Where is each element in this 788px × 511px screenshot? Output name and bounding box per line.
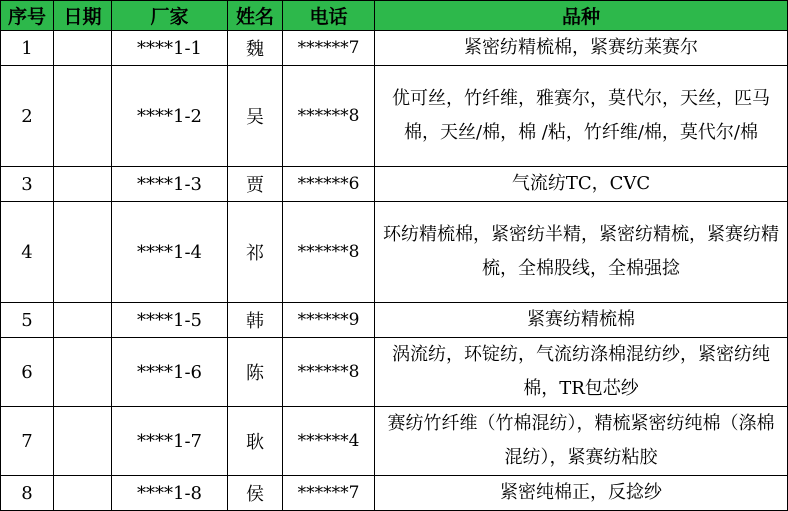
cell-date bbox=[54, 66, 112, 167]
cell-factory: ****1-4 bbox=[112, 202, 228, 303]
cell-name: 魏 bbox=[228, 31, 283, 66]
cell-index: 6 bbox=[1, 338, 54, 407]
table-row bbox=[1, 338, 788, 407]
cell-factory: ****1-2 bbox=[112, 66, 228, 167]
cell-index: 8 bbox=[1, 476, 54, 511]
table-header bbox=[1, 1, 788, 31]
cell-variety: 紧密纯棉正，反捻纱 bbox=[375, 476, 788, 511]
cell-factory: ****1-7 bbox=[112, 407, 228, 476]
cell-index: 2 bbox=[1, 66, 54, 167]
cell-name: 侯 bbox=[228, 476, 283, 511]
cell-factory: ****1-8 bbox=[112, 476, 228, 511]
cell-date bbox=[54, 167, 112, 202]
header-variety: 品种 bbox=[375, 1, 788, 31]
cell-date bbox=[54, 31, 112, 66]
table-row bbox=[1, 407, 788, 476]
cell-phone: ******6 bbox=[283, 167, 375, 202]
cell-variety: 涡流纺，环锭纺，气流纺涤棉混纺纱，紧密纺纯棉，TR包芯纱 bbox=[375, 338, 788, 407]
cell-name: 陈 bbox=[228, 338, 283, 407]
cell-name: 耿 bbox=[228, 407, 283, 476]
cell-date bbox=[54, 202, 112, 303]
cell-index: 5 bbox=[1, 303, 54, 338]
cell-variety: 紧密纺精梳棉，紧赛纺莱赛尔 bbox=[375, 31, 788, 66]
table-row bbox=[1, 31, 788, 66]
header-phone: 电话 bbox=[283, 1, 375, 31]
cell-name: 贾 bbox=[228, 167, 283, 202]
table-row bbox=[1, 66, 788, 167]
cell-date bbox=[54, 407, 112, 476]
header-row bbox=[1, 1, 788, 31]
cell-index: 7 bbox=[1, 407, 54, 476]
header-name: 姓名 bbox=[228, 1, 283, 31]
cell-index: 1 bbox=[1, 31, 54, 66]
cell-phone: ******7 bbox=[283, 31, 375, 66]
cell-index: 4 bbox=[1, 202, 54, 303]
cell-name: 韩 bbox=[228, 303, 283, 338]
cell-factory: ****1-3 bbox=[112, 167, 228, 202]
cell-variety: 优可丝，竹纤维，雅赛尔，莫代尔，天丝，匹马棉，天丝/棉，棉 /粘，竹纤维/棉，莫代尔/棉 bbox=[375, 66, 788, 167]
cell-name: 吴 bbox=[228, 66, 283, 167]
table-row bbox=[1, 303, 788, 338]
header-index: 序号 bbox=[1, 1, 54, 31]
cell-phone: ******8 bbox=[283, 338, 375, 407]
cell-phone: ******4 bbox=[283, 407, 375, 476]
cell-index: 3 bbox=[1, 167, 54, 202]
table-body bbox=[1, 31, 788, 511]
cell-variety: 环纺精梳棉，紧密纺半精，紧密纺精梳，紧赛纺精梳，全棉股线，全棉强捻 bbox=[375, 202, 788, 303]
table-row bbox=[1, 476, 788, 511]
cell-variety: 赛纺竹纤维（竹棉混纺），精梳紧密纺纯棉（涤棉混纺），紧赛纺粘胶 bbox=[375, 407, 788, 476]
cell-factory: ****1-5 bbox=[112, 303, 228, 338]
cell-factory: ****1-6 bbox=[112, 338, 228, 407]
cell-variety: 紧赛纺精梳棉 bbox=[375, 303, 788, 338]
header-date: 日期 bbox=[54, 1, 112, 31]
table-row bbox=[1, 202, 788, 303]
cell-phone: ******8 bbox=[283, 202, 375, 303]
cell-date bbox=[54, 303, 112, 338]
cell-phone: ******8 bbox=[283, 66, 375, 167]
cell-date bbox=[54, 476, 112, 511]
cell-date bbox=[54, 338, 112, 407]
cell-phone: ******9 bbox=[283, 303, 375, 338]
cell-factory: ****1-1 bbox=[112, 31, 228, 66]
header-factory: 厂家 bbox=[112, 1, 228, 31]
cell-variety: 气流纺TC，CVC bbox=[375, 167, 788, 202]
cell-name: 祁 bbox=[228, 202, 283, 303]
table-row bbox=[1, 167, 788, 202]
cell-phone: ******7 bbox=[283, 476, 375, 511]
